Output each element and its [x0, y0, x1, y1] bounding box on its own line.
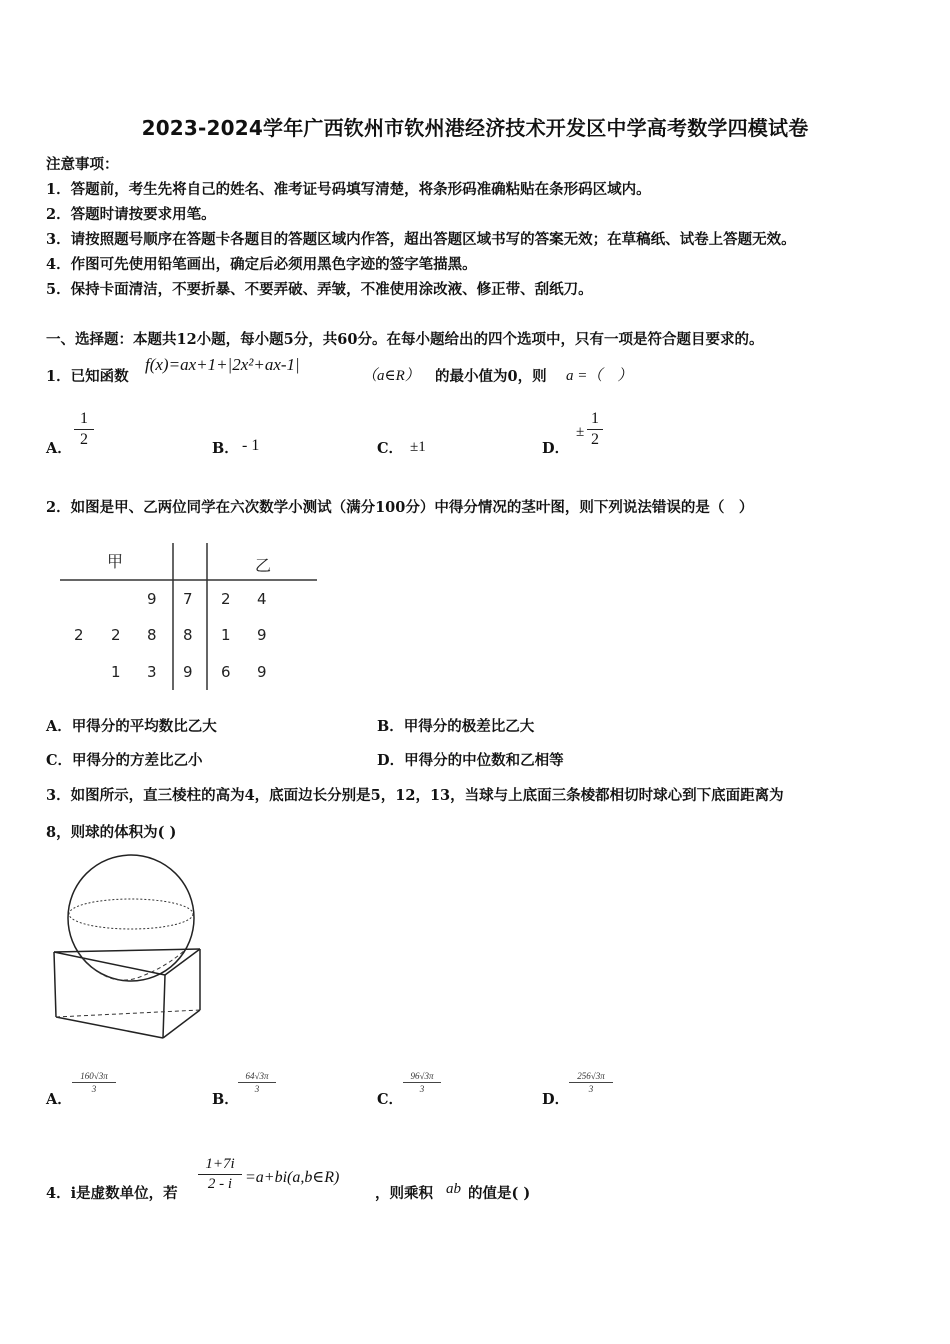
q2-option-d[interactable]: D．甲得分的中位数和乙相等 — [377, 752, 564, 769]
stem-leaf-right-label: 乙 — [255, 556, 272, 575]
notice-item: 2．答题时请按要求用笔。 — [46, 206, 216, 223]
q3-text-line2: 8，则球的体积为( ) — [46, 824, 177, 841]
q1-condition: （a∈R） — [362, 368, 420, 384]
q3-option-d-label[interactable]: D． — [542, 1091, 570, 1108]
q4-suffix: ，则乘积 — [375, 1185, 433, 1202]
q1-option-b-text: - 1 — [242, 437, 260, 454]
frac-den: 3 — [588, 1084, 594, 1094]
q3-option-c-fraction — [403, 1071, 441, 1094]
leaf-right: 2 — [221, 590, 231, 608]
frac-den: 2 — [80, 431, 88, 448]
frac-num: 1 — [80, 410, 88, 427]
leaf-left: 8 — [147, 626, 157, 644]
q3-option-b-label[interactable]: B． — [212, 1091, 239, 1108]
frac-num: 160√3π — [80, 1071, 108, 1081]
leaf-left: 9 — [147, 590, 157, 608]
frac-den: 3 — [254, 1084, 260, 1094]
q3-option-a-label[interactable]: A． — [46, 1091, 72, 1108]
stem: 8 — [183, 626, 193, 644]
q1-option-c-text: ±1 — [410, 439, 426, 455]
leaf-left: 2 — [111, 626, 121, 644]
q1-option-a-label[interactable]: A． — [46, 440, 72, 457]
frac-den: 3 — [91, 1084, 97, 1094]
q2-option-c[interactable]: C．甲得分的方差比乙小 — [46, 752, 203, 769]
leaf-right: 9 — [257, 663, 267, 681]
q1-formula: f(x)=ax+1+|2x²+ax-1| — [145, 355, 300, 374]
leaf-left: 2 — [74, 626, 84, 644]
page-title: 2023-2024学年广西钦州市钦州港经济技术开发区中学高考数学四模试卷 — [141, 116, 809, 140]
q3-option-d-fraction — [569, 1071, 613, 1094]
frac-den: 2 — [591, 431, 599, 448]
q3-text-line1: 3．如图所示，直三棱柱的高为4，底面边长分别是5，12，13，当球与上底面三条棱都相切时球心到下底面距离为 — [46, 787, 784, 804]
q3-option-a-fraction — [72, 1071, 116, 1094]
q1-option-b-label[interactable]: B． — [212, 440, 239, 457]
notice-item: 3．请按照题号顺序在答题卡各题目的答题区域内作答，超出答题区域书写的答案无效；在草稿纸、试卷上答题无效。 — [46, 231, 796, 248]
frac-den: 3 — [419, 1084, 425, 1094]
q1-suffix: 的最小值为0，则 — [435, 368, 547, 385]
q4-fraction — [198, 1156, 242, 1193]
frac-num: 64√3π — [245, 1071, 269, 1081]
frac-den: 2 - i — [207, 1176, 233, 1192]
q2-option-a[interactable]: A．甲得分的平均数比乙大 — [46, 718, 217, 735]
leaf-right: 9 — [257, 626, 267, 644]
frac-num: 1 — [591, 410, 599, 427]
frac-num: 1+7i — [205, 1156, 235, 1172]
stem: 7 — [183, 590, 193, 608]
notice-item: 5．保持卡面清洁，不要折暴、不要弄破、弄皱，不准使用涂改液、修正带、刮纸刀。 — [46, 281, 593, 298]
q4-end: 的值是( ) — [468, 1185, 531, 1202]
q2-text: 2．如图是甲、乙两位同学在六次数学小测试（满分100分）中得分情况的茎叶图，则下列说法错误的是（ ） — [46, 499, 754, 516]
q3-option-c-label[interactable]: C． — [377, 1091, 404, 1108]
notice-heading: 注意事项： — [46, 156, 119, 173]
stem: 9 — [183, 663, 193, 681]
leaf-right: 4 — [257, 590, 267, 608]
stem-leaf-left-label: 甲 — [107, 552, 124, 571]
leaf-left: 3 — [147, 663, 157, 681]
notice-item: 4．作图可先使用铅笔画出，确定后必须用黑色字迹的签字笔描黑。 — [46, 256, 477, 273]
notice-item: 1．答题前，考生先将自己的姓名、准考证号码填写清楚，将条形码准确粘贴在条形码区域内。 — [46, 181, 651, 198]
q1-prefix: 1．已知函数 — [46, 368, 129, 385]
q4-rhs: =a+bi(a,b∈R) — [245, 1169, 340, 1186]
q1-option-d-sign: ± — [576, 424, 585, 440]
section-heading: 一、选择题：本题共12小题，每小题5分，共60分。在每小题给出的四个选项中，只有一项是符合题目要求的。 — [46, 331, 764, 348]
q1-option-a-fraction — [74, 410, 94, 449]
q1-option-c-label[interactable]: C． — [377, 440, 404, 457]
frac-num: 256√3π — [577, 1071, 605, 1081]
leaf-right: 1 — [221, 626, 231, 644]
leaf-left: 1 — [111, 663, 121, 681]
q2-option-b[interactable]: B．甲得分的极差比乙大 — [377, 718, 535, 735]
q1-option-d-label[interactable]: D． — [542, 440, 570, 457]
frac-num: 96√3π — [410, 1071, 434, 1081]
sphere-prism-figure — [45, 850, 210, 1045]
q4-ab: ab — [446, 1181, 461, 1197]
leaf-right: 6 — [221, 663, 231, 681]
q4-prefix: 4．i是虚数单位，若 — [46, 1185, 178, 1202]
q1-option-d-fraction — [587, 410, 603, 449]
q1-ask: a =（ ） — [566, 368, 633, 384]
q3-option-b-fraction — [238, 1071, 276, 1094]
